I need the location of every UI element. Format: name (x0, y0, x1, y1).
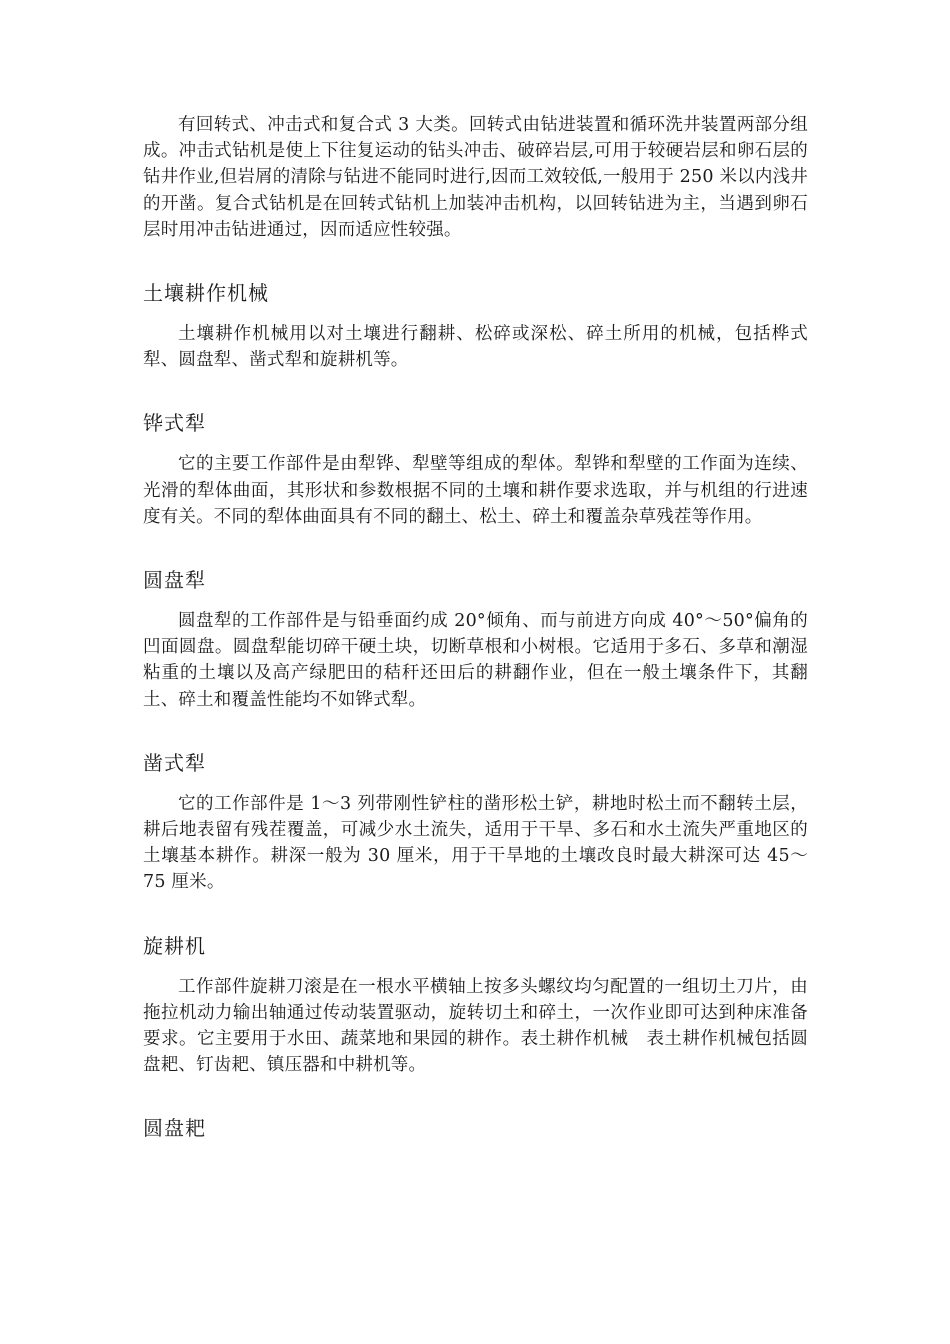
section-body-rotary-tiller: 工作部件旋耕刀滚是在一根水平横轴上按多头螺纹均匀配置的一组切土刀片，由拖拉机动力输出轴通过传动装置驱动，旋转切土和碎土，一次作业即可达到种床准备要求。它主要用于水田、蔬菜地和果园的耕作。表土耕作机械 表土耕作机械包括圆盘耙、钉齿耙、镇压器和中耕机等。 (143, 976, 808, 1076)
section-body-disc-plow: 圆盘犁的工作部件是与铅垂面约成 20°倾角、而与前进方向成 40°～50°偏角的凹面圆盘。圆盘犁能切碎干硬土块，切断草根和小树根。它适用于多石、多草和潮湿粘重的土壤以及高产绿肥田的秸秆还田后的耕翻作业，但在一般土壤条件下，其翻土、碎土和覆盖性能均不如铧式犁。 (143, 611, 808, 710)
section-heading-rotary-tiller: 旋耕机 (143, 933, 206, 958)
section-heading-chisel-plow: 凿式犁 (143, 750, 206, 775)
section-body-soil-tillage: 土壤耕作机械用以对土壤进行翻耕、松碎或深松、碎土所用的机械，包括桦式犁、圆盘犁、凿式犁和旋耕机等。 (143, 324, 808, 371)
section-heading-disc-plow: 圆盘犁 (143, 568, 206, 593)
section-body-moldboard-plow: 它的主要工作部件是由犁铧、犁壁等组成的犁体。犁铧和犁壁的工作面为连续、光滑的犁体曲面，其形状和参数根据不同的土壤和耕作要求选取，并与机组的行进速度有关。不同的犁体曲面具有不同的翻土、松土、碎土和覆盖杂草残茬等作用。 (143, 454, 808, 527)
intro-paragraph: 有回转式、冲击式和复合式 3 大类。回转式由钻进装置和循环洗井装置两部分组成。冲击式钻机是使上下往复运动的钻头冲击、破碎岩层,可用于较硬岩层和卵石层的钻井作业,但岩屑的清除与钻进不能同时进行,因而工效较低,一般用于 250 米以内浅井的开凿。复合式钻机是在回转式钻机上加装冲击机构，以回转钻进为主，当遇到卵石层时用冲击钻进通过，因而适应性较强。 (143, 115, 808, 240)
section-heading-soil-tillage: 土壤耕作机械 (143, 281, 269, 306)
section-heading-disc-harrow: 圆盘耙 (143, 1116, 206, 1141)
section-body-chisel-plow: 它的工作部件是 1～3 列带刚性铲柱的凿形松土铲，耕地时松土而不翻转土层，耕后地表留有残茬覆盖，可减少水土流失，适用于干旱、多石和水土流失严重地区的土壤基本耕作。耕深一般为 30 厘米，用于干旱地的土壤改良时最大耕深可达 45～75 厘米。 (143, 793, 808, 893)
section-heading-moldboard-plow: 铧式犁 (143, 411, 206, 436)
document-page (143, 112, 808, 1142)
